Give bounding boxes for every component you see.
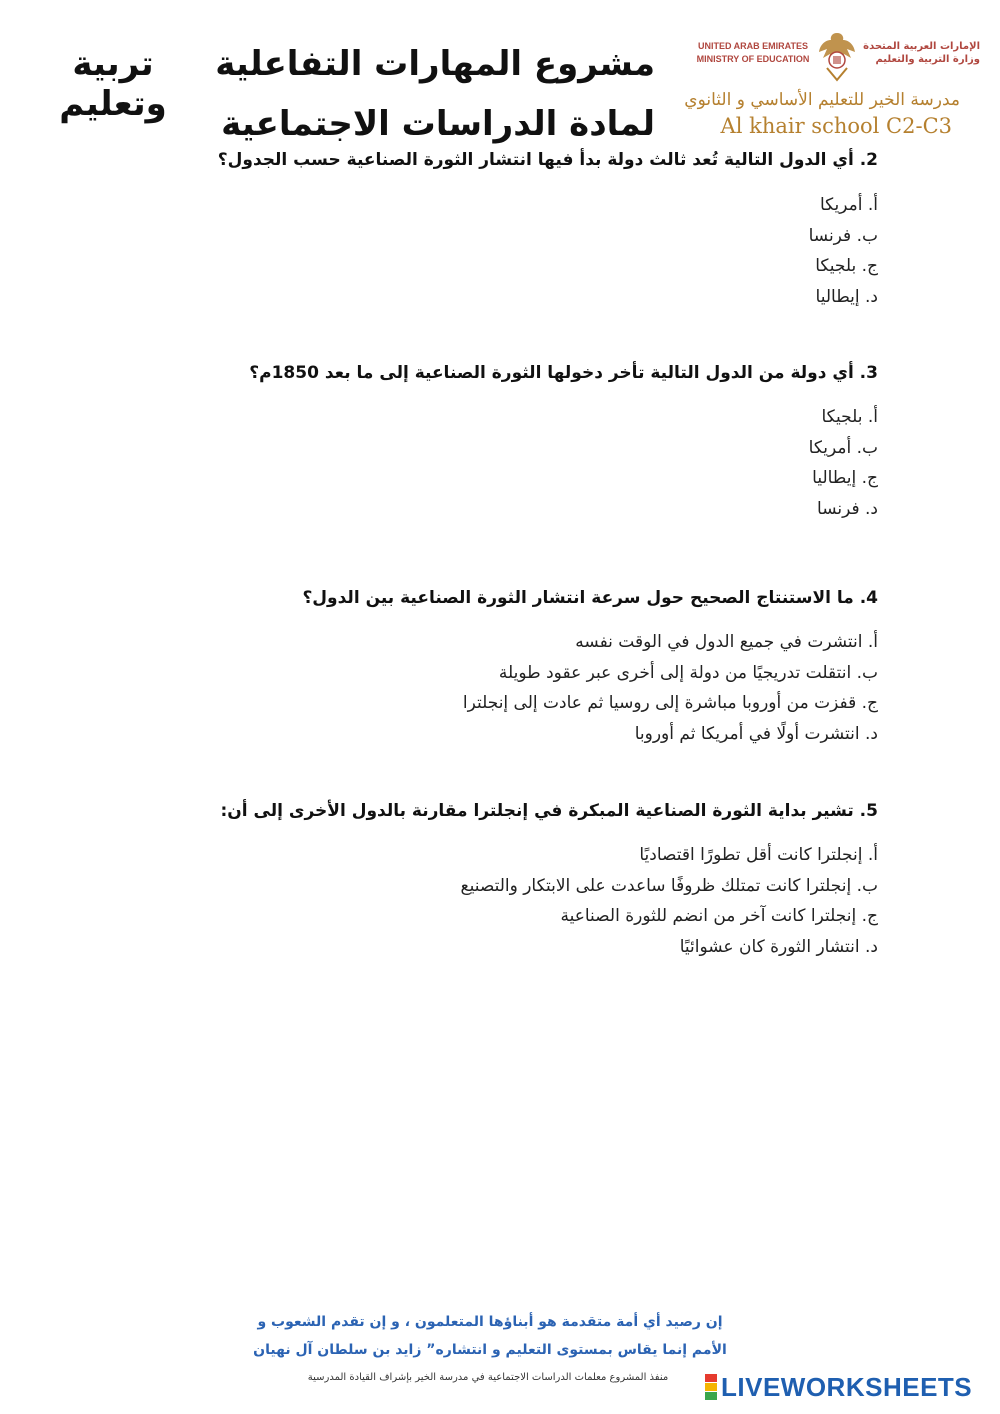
option[interactable]: د. إيطاليا: [815, 286, 878, 307]
option[interactable]: ب. فرنسا: [808, 225, 878, 246]
option[interactable]: أ. بلجيكا: [821, 407, 878, 427]
option[interactable]: د. انتشار الثورة كان عشوائيًا: [679, 936, 878, 957]
school-name-en: Al khair school C2-C3: [720, 114, 952, 138]
question-5-options: [461, 840, 878, 962]
credit-line: منفذ المشروع معلمات الدراسات الاجتماعية في مدرسة الخير بإشراف القيادة المدرسية: [307, 1372, 669, 1383]
option[interactable]: د. فرنسا: [817, 498, 878, 519]
uae-emblem-icon: [815, 30, 859, 84]
question-4: 4. ما الاستنتاج الصحيح حول سرعة انتشار الثورة الصناعية بين الدول؟: [302, 588, 878, 608]
option[interactable]: أ. انتشرت في جميع الدول في الوقت نفسه: [575, 632, 878, 652]
option[interactable]: أ. أمريكا: [819, 195, 878, 215]
question-5: 5. تشير بداية الثورة الصناعية المبكرة في إنجلترا مقارنة بالدول الأخرى إلى أن:: [220, 801, 878, 821]
zayed-quote-line-1: إن رصيد أي أمة متقدمة هو أبناؤها المتعلمون ، و إن تقدم الشعوب و: [257, 1314, 723, 1330]
option[interactable]: د. انتشرت أولًا في أمريكا ثم أوروبا: [634, 723, 878, 744]
ministry-en-line-2: MINISTRY OF EDUCATION: [696, 54, 810, 64]
liveworksheets-logo: [705, 1372, 995, 1402]
question-3-options: [809, 402, 878, 524]
logo-line-2: وتعليم: [59, 84, 167, 124]
page-title-line-2: لمادة الدراسات الاجتماعية: [221, 104, 655, 144]
logo-line-1: تربية: [72, 44, 154, 84]
page-title-line-1: مشروع المهارات التفاعلية: [215, 44, 655, 84]
question-4-options: [463, 627, 878, 749]
ministry-name-en: [690, 40, 816, 66]
question-2-options: [809, 190, 878, 312]
option[interactable]: ج. بلجيكا: [815, 256, 878, 276]
school-name-ar: مدرسة الخير للتعليم الأساسي و الثانوي: [684, 90, 960, 110]
question-2: 2. أي الدول التالية تُعد ثالث دولة بدأ فيها انتشار الثورة الصناعية حسب الجدول؟: [217, 150, 878, 170]
ministry-en-line-1: UNITED ARAB EMIRATES: [698, 41, 808, 51]
option[interactable]: أ. إنجلترا كانت أقل تطورًا اقتصاديًا: [639, 845, 878, 865]
option[interactable]: ج. قفزت من أوروبا مباشرة إلى روسيا ثم عادت إلى إنجلترا: [462, 693, 878, 713]
option[interactable]: ب. إنجلترا كانت تمتلك ظروفًا ساعدت على الابتكار والتصنيع: [460, 875, 878, 896]
zayed-quote-line-2: الأمم إنما يقاس بمستوى التعليم و انتشاره” زايد بن سلطان آل نهيان: [253, 1342, 727, 1358]
option[interactable]: ج. إيطاليا: [812, 468, 878, 488]
liveworksheets-wordmark: LIVEWORKSHEETS: [721, 1372, 973, 1402]
ministry-ar-line-2: وزارة التربية والتعليم: [875, 54, 980, 65]
option[interactable]: ب. انتقلت تدريجيًا من دولة إلى أخرى عبر عقود طويلة: [498, 662, 878, 683]
option[interactable]: ب. أمريكا: [808, 437, 878, 458]
liveworksheets-badge-icon: [705, 1374, 717, 1400]
ministry-ar-line-1: الإمارات العربية المتحدة: [863, 41, 980, 52]
option[interactable]: ج. إنجلترا كانت آخر من انضم للثورة الصناعية: [560, 906, 878, 926]
question-3: 3. أي دولة من الدول التالية تأخر دخولها الثورة الصناعية إلى ما بعد 1850م؟: [249, 363, 878, 383]
ministry-name-ar: [860, 40, 980, 66]
tarbiya-logo: [58, 44, 168, 124]
